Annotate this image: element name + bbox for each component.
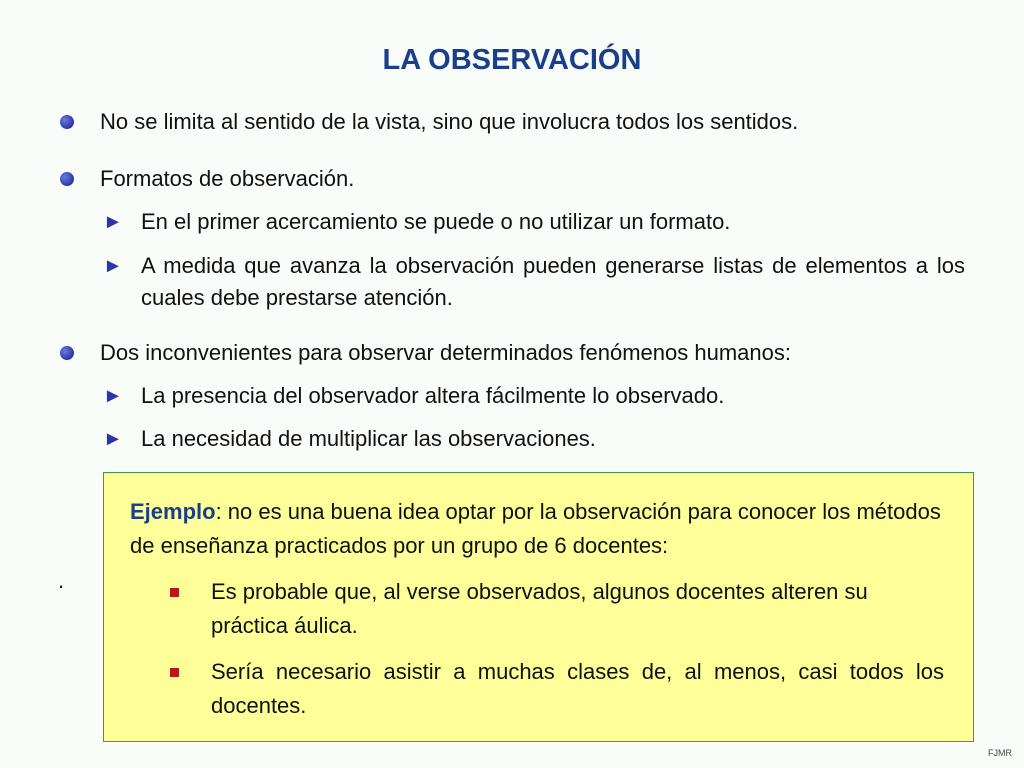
example-intro bbox=[130, 495, 950, 563]
example-box bbox=[103, 472, 974, 742]
arrow-right-icon: ► bbox=[103, 255, 123, 277]
example-lead: Ejemplo bbox=[130, 499, 216, 524]
stray-period: . bbox=[58, 568, 65, 593]
sub-item-text: A medida que avanza la observación pueden generarse listas de elementos a los cuales debe prestarse atención. bbox=[141, 253, 965, 310]
example-item-text: Es probable que, al verse observados, algunos docentes alteren su práctica áulica. bbox=[211, 579, 868, 638]
bullet-text: Formatos de observación. bbox=[100, 166, 355, 191]
circle-bullet-icon bbox=[60, 346, 74, 360]
sub-item-text: La presencia del observador altera fácilmente lo observado. bbox=[141, 383, 725, 408]
arrow-right-icon: ► bbox=[103, 385, 123, 407]
bullet-text: No se limita al sentido de la vista, sino que involucra todos los sentidos. bbox=[100, 109, 799, 134]
page-title: LA OBSERVACIÓN bbox=[382, 44, 642, 76]
circle-bullet-icon bbox=[60, 115, 74, 129]
square-bullet-icon bbox=[170, 588, 179, 597]
bullet-text: Dos inconvenientes para observar determinados fenómenos humanos: bbox=[100, 340, 791, 365]
sub-item-text: En el primer acercamiento se puede o no utilizar un formato. bbox=[141, 209, 731, 234]
circle-bullet-icon bbox=[60, 172, 74, 186]
example-item-text: Sería necesario asistir a muchas clases de, al menos, casi todos los docentes. bbox=[211, 659, 944, 718]
arrow-right-icon: ► bbox=[103, 428, 123, 450]
footer-initials: FJMR bbox=[988, 748, 1012, 758]
example-text: : no es una buena idea optar por la observación para conocer los métodos de enseñanza practicados por un grupo de 6 docentes: bbox=[130, 499, 941, 558]
sub-item-text: La necesidad de multiplicar las observaciones. bbox=[141, 426, 596, 451]
square-bullet-icon bbox=[170, 668, 179, 677]
arrow-right-icon: ► bbox=[103, 211, 123, 233]
